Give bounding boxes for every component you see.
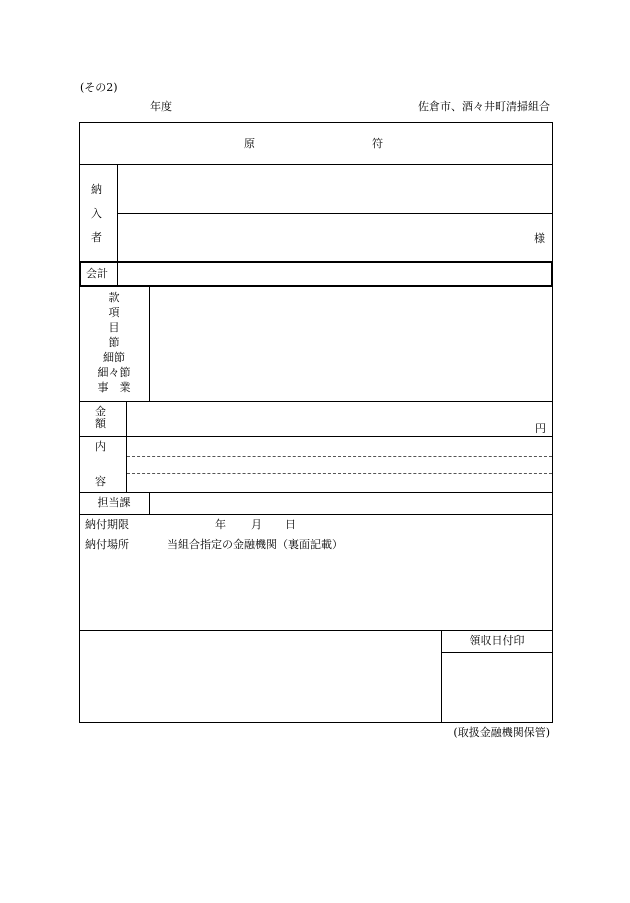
amount-label-2: 額 xyxy=(95,417,106,430)
divider xyxy=(441,652,553,653)
deadline-year: 年 xyxy=(215,518,226,531)
budget-setsu: 節 xyxy=(108,336,120,349)
budget-moku: 目 xyxy=(108,321,120,334)
dotted-line xyxy=(127,456,552,457)
divider xyxy=(79,436,553,437)
amount-unit: 円 xyxy=(535,422,546,435)
content-label-1: 内 xyxy=(95,440,106,453)
divider xyxy=(79,492,553,493)
title-fu: 符 xyxy=(372,137,383,150)
payer-label-3: 者 xyxy=(91,231,102,244)
divider xyxy=(117,262,118,286)
budget-saisetsu: 細節 xyxy=(103,351,125,364)
accounting-row xyxy=(79,261,553,287)
budget-kan: 款 xyxy=(108,291,120,304)
budget-jigyou: 事 業 xyxy=(97,381,131,394)
place-label: 納付場所 xyxy=(85,538,129,551)
divider xyxy=(79,630,553,631)
title-gen: 原 xyxy=(244,137,255,150)
section-label: 担当課 xyxy=(97,496,131,509)
divider xyxy=(149,287,150,401)
budget-kou: 項 xyxy=(108,306,120,319)
divider xyxy=(117,213,553,214)
honorific-sama: 様 xyxy=(534,232,545,245)
divider xyxy=(149,492,150,514)
divider xyxy=(79,514,553,515)
accounting-label: 会計 xyxy=(86,267,108,280)
budget-saisaisetsu: 細々節 xyxy=(97,366,131,379)
dotted-line xyxy=(127,473,552,474)
deadline-day: 日 xyxy=(285,518,296,531)
deadline-month: 月 xyxy=(251,518,262,531)
storage-note: (取扱金融機関保管) xyxy=(453,726,550,739)
divider xyxy=(79,164,553,165)
payer-label-2: 入 xyxy=(91,207,102,220)
divider xyxy=(126,401,127,492)
form-number: (その2) xyxy=(80,81,118,94)
deadline-label: 納付期限 xyxy=(85,518,129,531)
issuer-name: 佐倉市、酒々井町清掃組合 xyxy=(418,100,550,113)
divider xyxy=(79,401,553,402)
place-value: 当組合指定の金融機関（裏面記載） xyxy=(167,538,343,551)
amount-label-1: 金 xyxy=(95,405,106,418)
fiscal-year-label: 年度 xyxy=(150,100,172,113)
content-label-2: 容 xyxy=(95,475,106,488)
receipt-stamp-label: 領収日付印 xyxy=(469,634,525,647)
payer-label-1: 納 xyxy=(91,183,102,196)
